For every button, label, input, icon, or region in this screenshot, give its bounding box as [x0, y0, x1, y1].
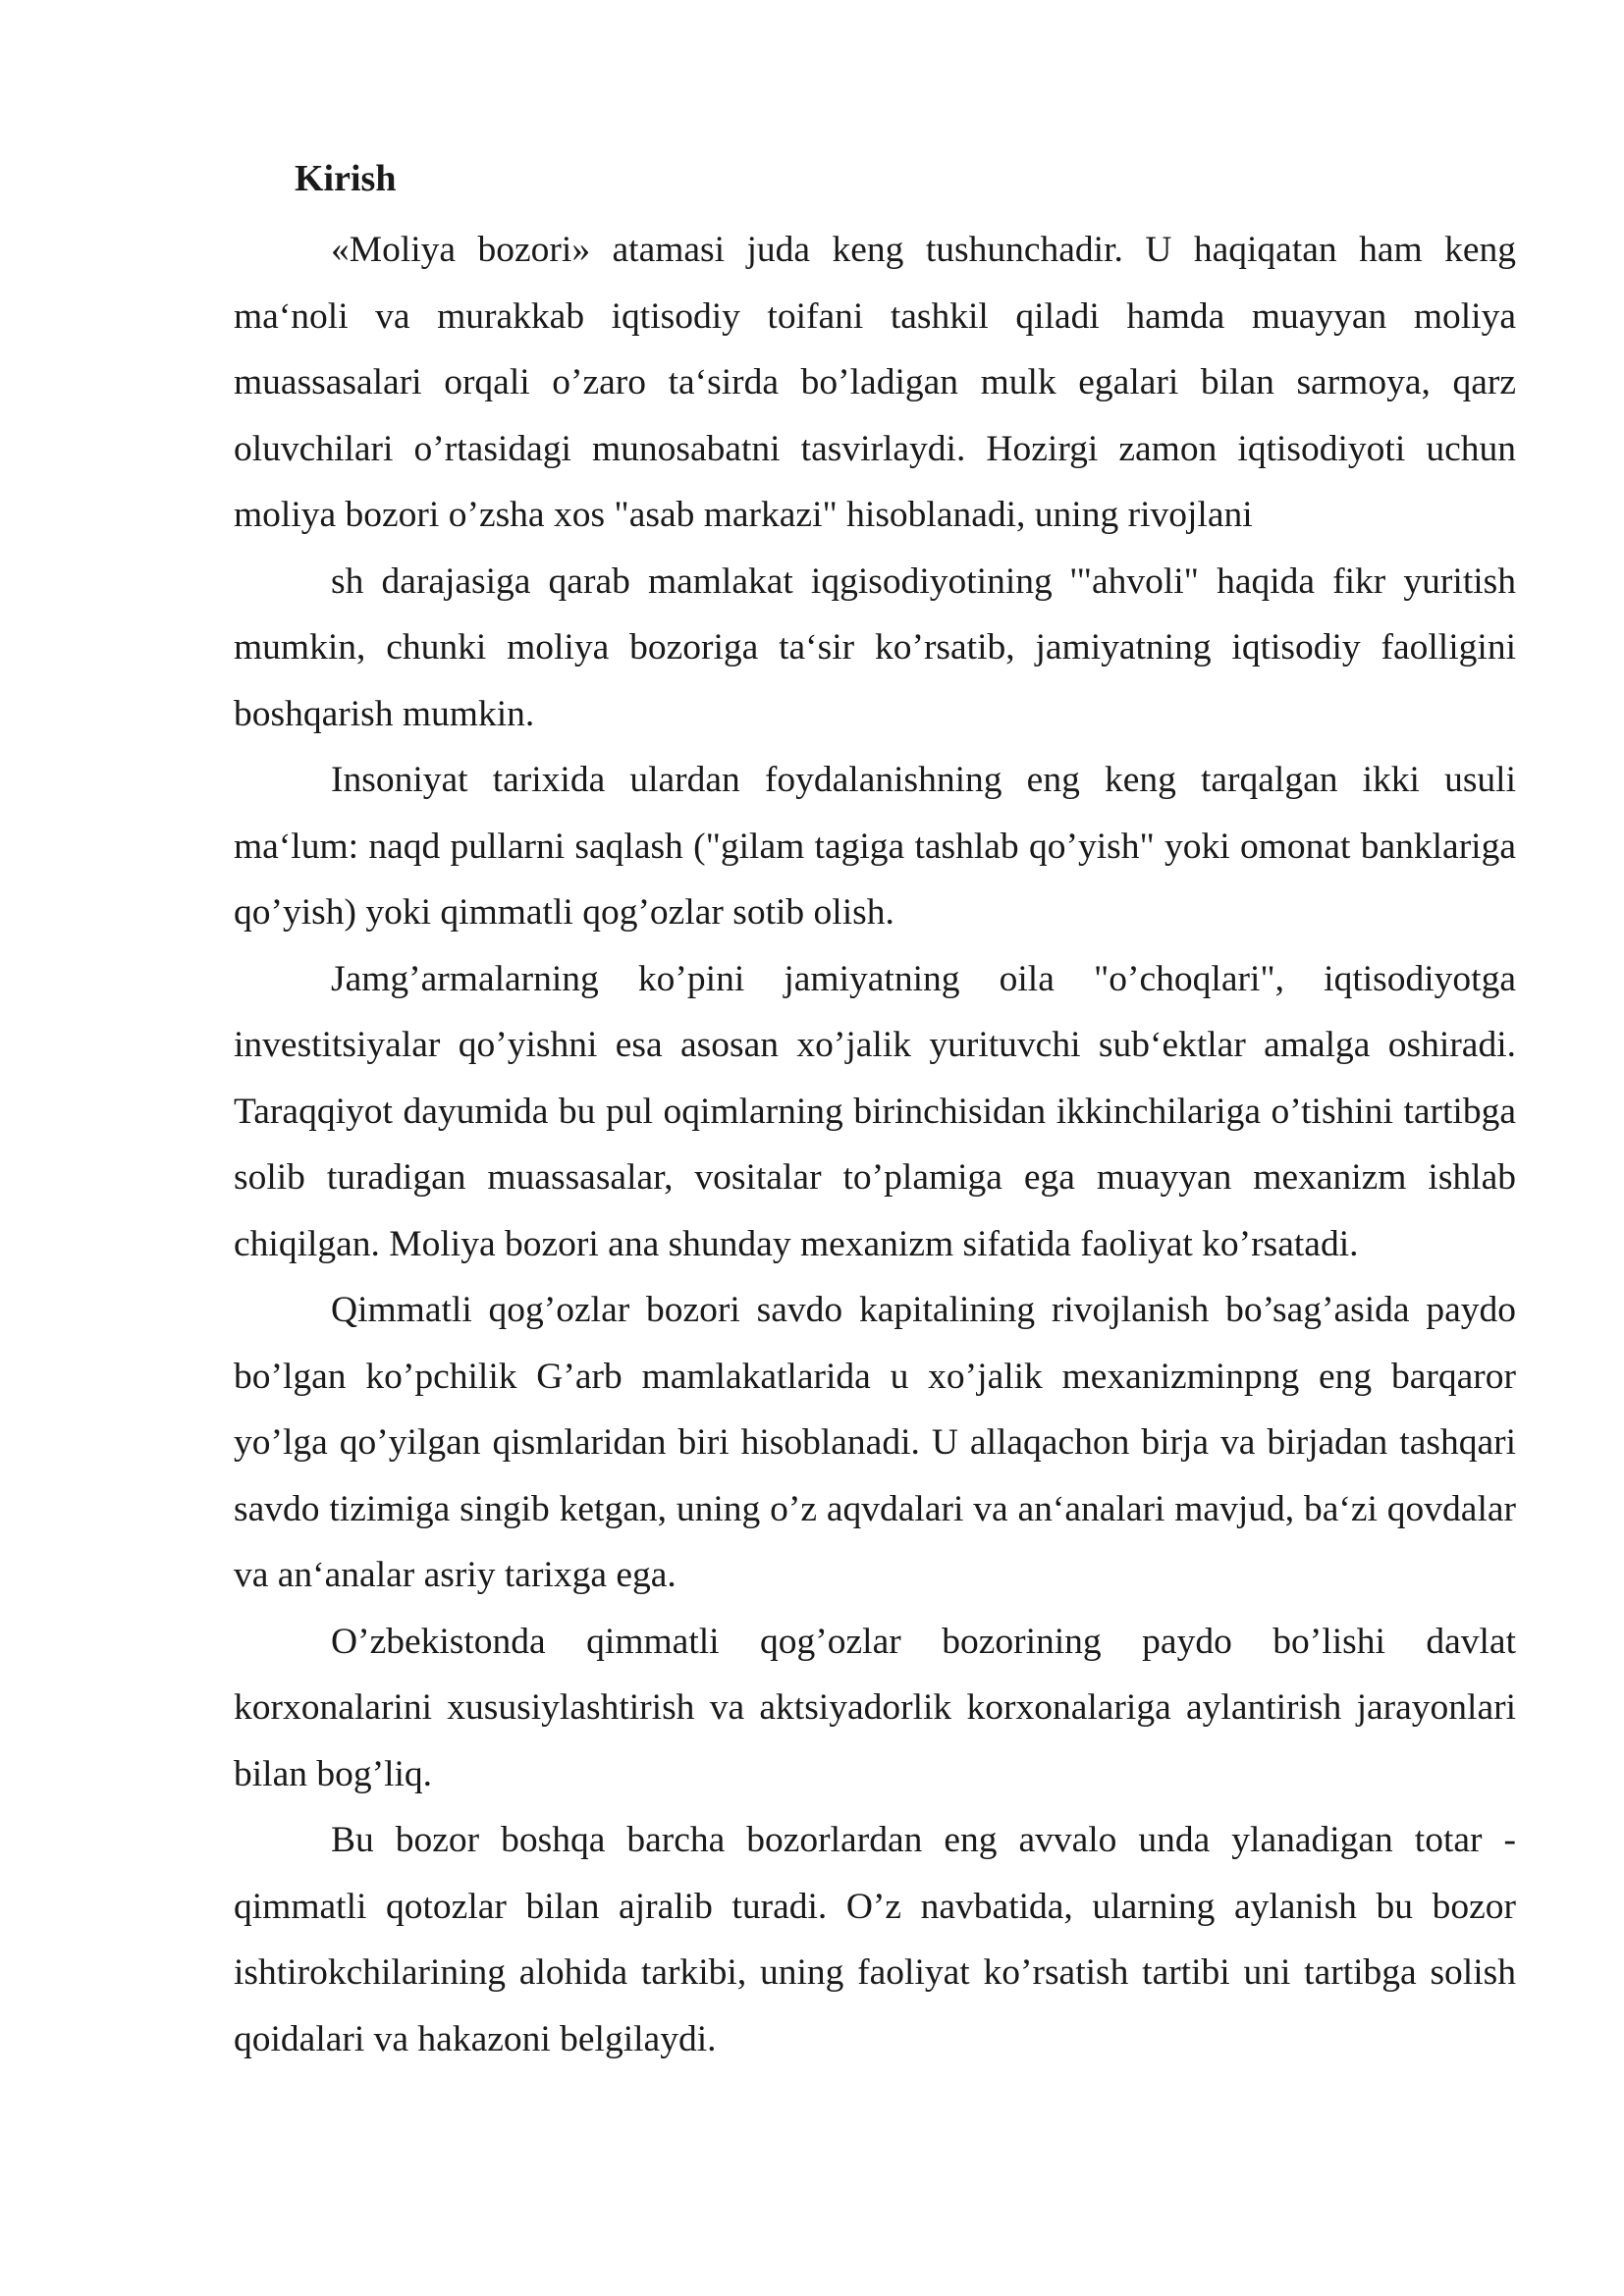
paragraph: sh darajasiga qarab mamlakat iqgisodiyotining '"ahvoli" haqida fikr yuritish mumkin, chunki moliya bozoriga ta‘sir ko’rsatib, jamiyatning iqtisodiy faolligini boshqarish mumkin. — [234, 561, 1516, 734]
paragraph: O’zbekistonda qimmatli qog’ozlar bozorining paydo bo’lishi davlat korxonalarini xususiylashtirish va aktsiyadorlik korxonalariga aylantirish jarayonlari bilan bog’liq. — [234, 1621, 1516, 1794]
paragraph: «Moliya bozori» atamasi juda keng tushunchadir. U haqiqatan ham keng ma‘noli va murakkab iqtisodiy toifani tashkil qiladi hamda muayyan moliya muassasalari orqali o’zaro ta‘sirda bo’ladigan mulk egalari bilan sarmoya, qarz oluvchilari o’rtasidagi munosabatni tasvirlaydi. Hozirgi zamon iqtisodiyoti uchun moliya bozori o’zsha xos "asab markazi" hisoblanadi, uning rivojlani — [234, 230, 1516, 535]
paragraph: Bu bozor boshqa barcha bozorlardan eng avvalo unda ylanadigan totar - qimmatli qotozlar bilan ajralib turadi. O’z navbatida, ularning aylanish bu bozor ishtirokchilarining alohida tarkibi, uning faoliyat ko’rsatish tartibi uni tartibga solish qoidalari va hakazoni belgilaydi. — [234, 1820, 1516, 2059]
section-heading: Kirish — [295, 158, 397, 199]
document-page — [234, 151, 1516, 2072]
paragraph: Insoniyat tarixida ulardan foydalanishning eng keng tarqalgan ikki usuli ma‘lum: naqd pullarni saqlash ("gilam tagiga tashlab qo’yish" yoki omonat banklariga qo’yish) yoki qimmatli qog’ozlar sotib olish. — [234, 760, 1516, 933]
paragraph: Qimmatli qog’ozlar bozori savdo kapitalining rivojlanish bo’sag’asida paydo bo’lgan ko’pchilik G’arb mamlakatlarida u xo’jalik mexanizminpng eng barqaror yo’lga qo’yilgan qismlaridan biri hisoblanadi. U allaqachon birja va birjadan tashqari savdo tizimiga singib ketgan, uning o’z aqvdalari va an‘analari mavjud, ba‘zi qovdalar va an‘analar asriy tarixga ega. — [234, 1290, 1516, 1595]
paragraph: Jamg’armalarning ko’pini jamiyatning oila "o’choqlari", iqtisodiyotga investitsiyalar qo’yishni esa asosan xo’jalik yurituvchi sub‘ektlar amalga oshiradi. Taraqqiyot dayumida bu pul oqimlarning birinchisidan ikkinchilariga o’tishini tartibga solib turadigan muassasalar, vositalar to’plamiga ega muayyan mexanizm ishlab chiqilgan. Moliya bozori ana shunday mexanizm sifatida faoliyat ko’rsatadi. — [234, 958, 1516, 1264]
